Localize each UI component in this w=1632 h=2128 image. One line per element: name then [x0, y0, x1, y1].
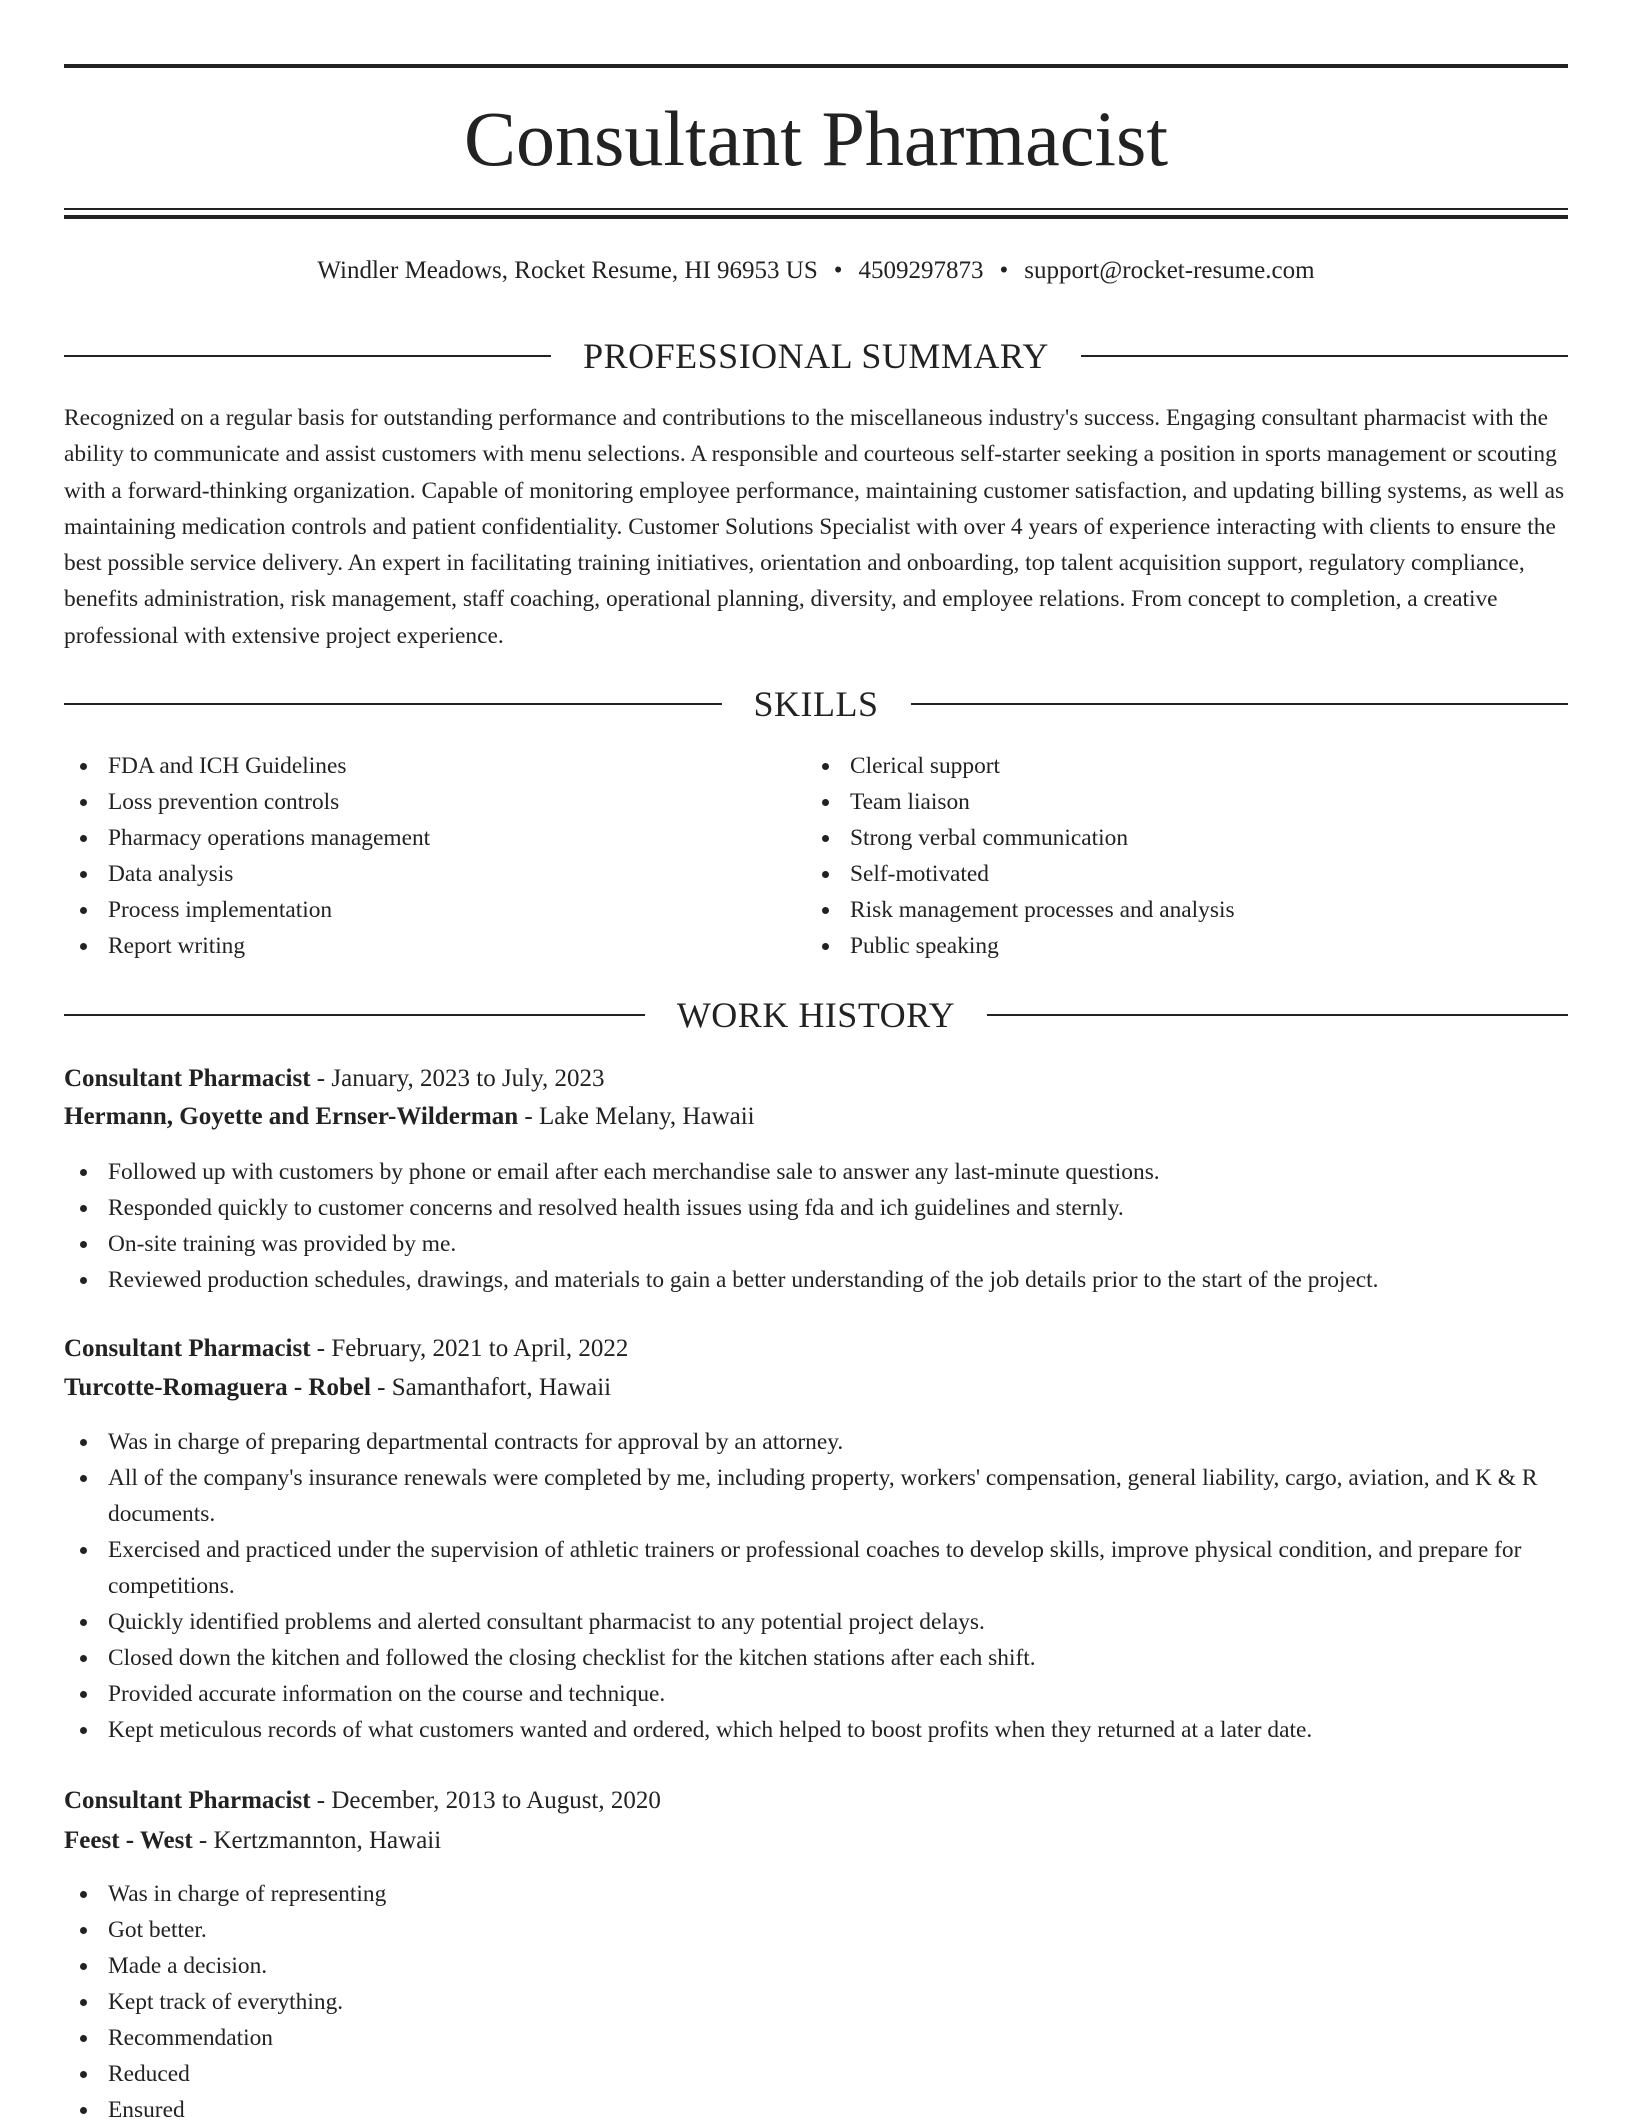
header-rule-1: [64, 208, 1568, 210]
job-company-line: Feest - West - Kertzmannton, Hawaii: [64, 1827, 442, 1854]
summary-heading: [64, 334, 1568, 378]
job-title-line: Consultant Pharmacist - February, 2021 to April, 2022: [64, 1335, 629, 1362]
contact-email: support@rocket-resume.com: [1024, 257, 1315, 284]
job-duties: [64, 1154, 1568, 1298]
job-location: Kertzmannton, Hawaii: [213, 1827, 442, 1854]
skill-item: Loss prevention controls: [64, 784, 764, 820]
skill-item: Strong verbal communication: [806, 820, 1506, 856]
job-duty-item: Ensured: [64, 2092, 1568, 2128]
section-title: WORK HISTORY: [676, 995, 956, 1035]
skill-item: Self-motivated: [806, 856, 1506, 892]
job-company: Turcotte-Romaguera - Robel: [64, 1374, 371, 1401]
heading-rule: [987, 1014, 1568, 1016]
job-title: Consultant Pharmacist: [64, 1065, 311, 1092]
skill-item: Data analysis: [64, 856, 764, 892]
contact-address: Windler Meadows, Rocket Resume, HI 96953 US: [317, 257, 818, 284]
heading-rule: [64, 703, 722, 705]
job-company-line: Turcotte-Romaguera - Robel - Samanthafort, Hawaii: [64, 1374, 612, 1401]
job-dates: February, 2021 to April, 2022: [331, 1335, 629, 1362]
skill-item: Report writing: [64, 928, 764, 964]
job-title-line: Consultant Pharmacist - December, 2013 to August, 2020: [64, 1787, 661, 1814]
heading-rule: [911, 703, 1569, 705]
contact-line: [64, 254, 1568, 288]
skill-item: Clerical support: [806, 748, 1506, 784]
job-dates: January, 2023 to July, 2023: [331, 1065, 605, 1092]
job-company-line: Hermann, Goyette and Ernser-Wilderman - Lake Melany, Hawaii: [64, 1103, 755, 1130]
job-location: Lake Melany, Hawaii: [538, 1103, 755, 1130]
job-location: Samanthafort, Hawaii: [391, 1374, 612, 1401]
job-duty-item: Was in charge of preparing departmental contracts for approval by an attorney.: [64, 1424, 1568, 1460]
job-duty-list: [64, 1876, 1568, 2128]
job-duty-item: All of the company's insurance renewals were completed by me, including property, workers' compensation, general liability, cargo, aviation, and K & R documents.: [64, 1460, 1568, 1532]
job-duty-item: Was in charge of representing: [64, 1876, 1568, 1912]
job-duty-item: Recommendation: [64, 2020, 1568, 2056]
skills-heading: [64, 682, 1568, 726]
job-duty-item: Exercised and practiced under the supervision of athletic trainers or professional coaches to develop skills, improve physical condition, and prepare for competitions.: [64, 1532, 1568, 1604]
job-duty-item: Quickly identified problems and alerted consultant pharmacist to any potential project delays.: [64, 1604, 1568, 1640]
job-duty-item: Provided accurate information on the course and technique.: [64, 1676, 1568, 1712]
contact-separator: •: [833, 257, 843, 284]
heading-rule: [1081, 355, 1568, 357]
job-duties: [64, 1424, 1568, 1748]
skills-column-left: [64, 748, 764, 964]
section-title: PROFESSIONAL SUMMARY: [583, 336, 1049, 376]
job-duty-item: Reviewed production schedules, drawings, and materials to gain a better understanding of the job details prior to the start of the project.: [64, 1262, 1568, 1298]
job-duty-list: [64, 1154, 1568, 1298]
heading-rule: [64, 1014, 645, 1016]
job-duty-item: Kept meticulous records of what customers wanted and ordered, which helped to boost profits when they returned at a later date.: [64, 1712, 1568, 1748]
skills-list-right: [806, 748, 1506, 964]
heading-rule: [64, 355, 551, 357]
job-duty-item: On-site training was provided by me.: [64, 1226, 1568, 1262]
work-heading: [64, 993, 1568, 1037]
skills-column-right: [806, 748, 1506, 964]
job-duties: [64, 1876, 1568, 2128]
job-duty-item: Closed down the kitchen and followed the closing checklist for the kitchen stations after each shift.: [64, 1640, 1568, 1676]
summary-text: Recognized on a regular basis for outstanding performance and contributions to the miscellaneous industry's success. Engaging consultant pharmacist with the ability to communicate and assist customers with menu selections. A responsible and courteous self-starter seeking a position in sports management or scouting with a forward-thinking organization. Capable of monitoring employee performance, maintaining customer satisfaction, and updating billing systems, as well as maintaining medication controls and patient confidentiality. Customer Solutions Specialist with over 4 years of experience interacting with clients to ensure the best possible service delivery. An expert in facilitating training initiatives, orientation and onboarding, top talent acquisition support, regulatory compliance, benefits administration, risk management, staff coaching, operational planning, diversity, and employee relations. From concept to completion, a creative professional with extensive project experience.: [64, 405, 1565, 649]
skill-item: Risk management processes and analysis: [806, 892, 1506, 928]
skill-item: FDA and ICH Guidelines: [64, 748, 764, 784]
section-title: SKILLS: [753, 684, 879, 724]
job-title-line: Consultant Pharmacist - January, 2023 to July, 2023: [64, 1065, 605, 1092]
skill-item: Public speaking: [806, 928, 1506, 964]
job-duty-item: Followed up with customers by phone or email after each merchandise sale to answer any last-minute questions.: [64, 1154, 1568, 1190]
skills-list-left: [64, 748, 764, 964]
header-top-rule: [64, 64, 1568, 68]
job-company: Feest - West: [64, 1827, 193, 1854]
job-duty-item: Kept track of everything.: [64, 1984, 1568, 2020]
resume-name: Consultant Pharmacist: [463, 95, 1169, 182]
job-title: Consultant Pharmacist: [64, 1335, 311, 1362]
job-company: Hermann, Goyette and Ernser-Wilderman: [64, 1103, 519, 1130]
job-duty-item: Responded quickly to customer concerns and resolved health issues using fda and ich guidelines and sternly.: [64, 1190, 1568, 1226]
contact-separator: •: [999, 257, 1009, 284]
job-title: Consultant Pharmacist: [64, 1787, 311, 1814]
job-duty-item: Made a decision.: [64, 1948, 1568, 1984]
skill-item: Pharmacy operations management: [64, 820, 764, 856]
job-dates: December, 2013 to August, 2020: [331, 1787, 661, 1814]
contact-phone: 4509297873: [858, 257, 984, 284]
skill-item: Process implementation: [64, 892, 764, 928]
skill-item: Team liaison: [806, 784, 1506, 820]
job-duty-item: Got better.: [64, 1912, 1568, 1948]
job-duty-list: [64, 1424, 1568, 1748]
job-duty-item: Reduced: [64, 2056, 1568, 2092]
header-rule-2: [64, 215, 1568, 219]
